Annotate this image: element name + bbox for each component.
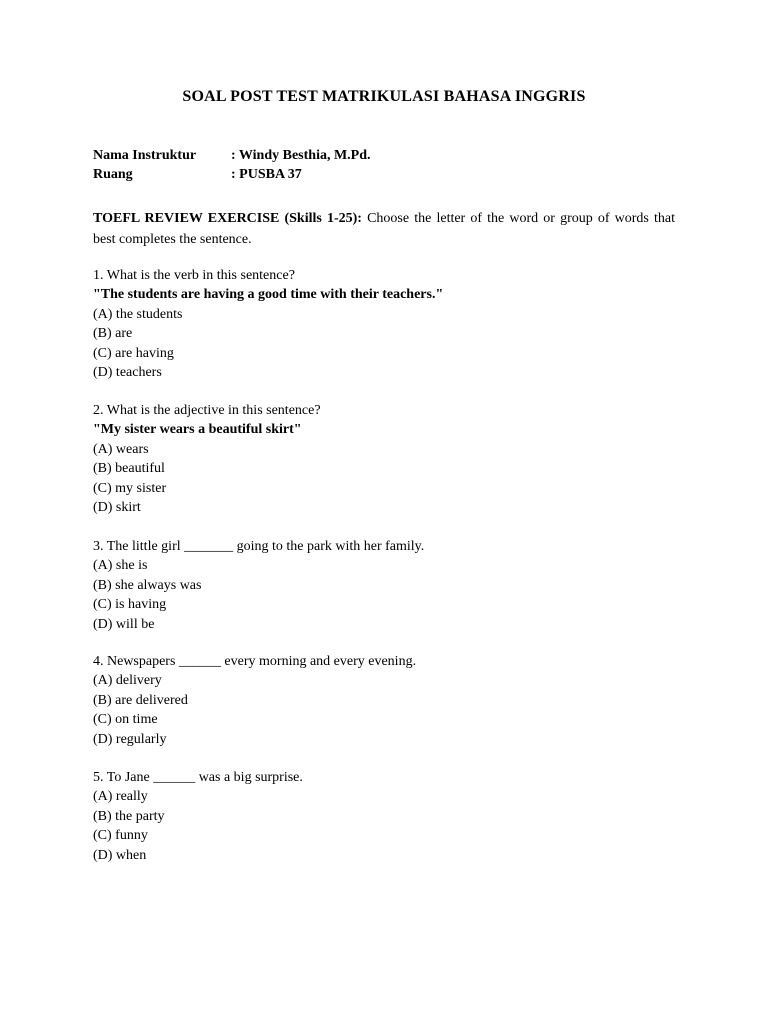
answer-option: (D) skirt <box>93 500 141 516</box>
answer-option: (A) the students <box>93 306 183 322</box>
question-stem: 4. Newspapers ______ every morning and every evening. <box>93 654 417 669</box>
answer-option: (D) when <box>93 847 147 863</box>
answer-option: (C) is having <box>93 597 167 613</box>
meta-row-instructor <box>93 146 371 165</box>
answer-option: (B) are <box>93 326 133 342</box>
instructions-text: Choose the letter of the word or group of words that best completes the sentence. <box>93 211 675 247</box>
meta-value: : PUSBA 37 <box>231 167 302 182</box>
instructions-heading: TOEFL REVIEW EXERCISE (Skills 1-25): <box>93 211 362 226</box>
question-1 <box>93 266 675 382</box>
question-stem: 2. What is the adjective in this sentence? <box>93 403 321 418</box>
answer-option: (B) beautiful <box>93 461 165 477</box>
answer-option: (D) will be <box>93 616 155 632</box>
question-4 <box>93 652 675 749</box>
answer-option: (B) the party <box>93 808 165 824</box>
instructions-paragraph <box>93 208 675 250</box>
meta-label: Nama Instruktur <box>93 148 197 163</box>
answer-option: (B) she always was <box>93 577 202 593</box>
question-2 <box>93 401 675 517</box>
answer-option: (D) teachers <box>93 365 162 381</box>
answer-option: (C) my sister <box>93 480 167 496</box>
answer-option: (A) wears <box>93 441 149 457</box>
document-title: SOAL POST TEST MATRIKULASI BAHASA INGGRIS <box>182 88 586 105</box>
answer-option: (C) funny <box>93 828 148 844</box>
question-stem: 5. To Jane ______ was a big surprise. <box>93 770 303 785</box>
answer-option: (B) are delivered <box>93 692 188 708</box>
answer-option: (A) she is <box>93 558 148 574</box>
question-stem: 1. What is the verb in this sentence? <box>93 268 295 283</box>
meta-value: : Windy Besthia, M.Pd. <box>231 148 371 163</box>
answer-option: (C) on time <box>93 712 158 728</box>
question-stem: 3. The little girl _______ going to the park with her family. <box>93 539 425 554</box>
meta-label: Ruang <box>93 167 133 182</box>
question-5 <box>93 768 675 865</box>
answer-option: (A) really <box>93 789 148 805</box>
question-quote: "The students are having a good time with their teachers." <box>93 287 444 303</box>
answer-option: (D) regularly <box>93 731 167 747</box>
meta-row-room <box>93 165 302 184</box>
question-quote: "My sister wears a beautiful skirt" <box>93 422 302 438</box>
question-3 <box>93 537 675 634</box>
answer-option: (A) delivery <box>93 673 162 689</box>
answer-option: (C) are having <box>93 345 174 361</box>
